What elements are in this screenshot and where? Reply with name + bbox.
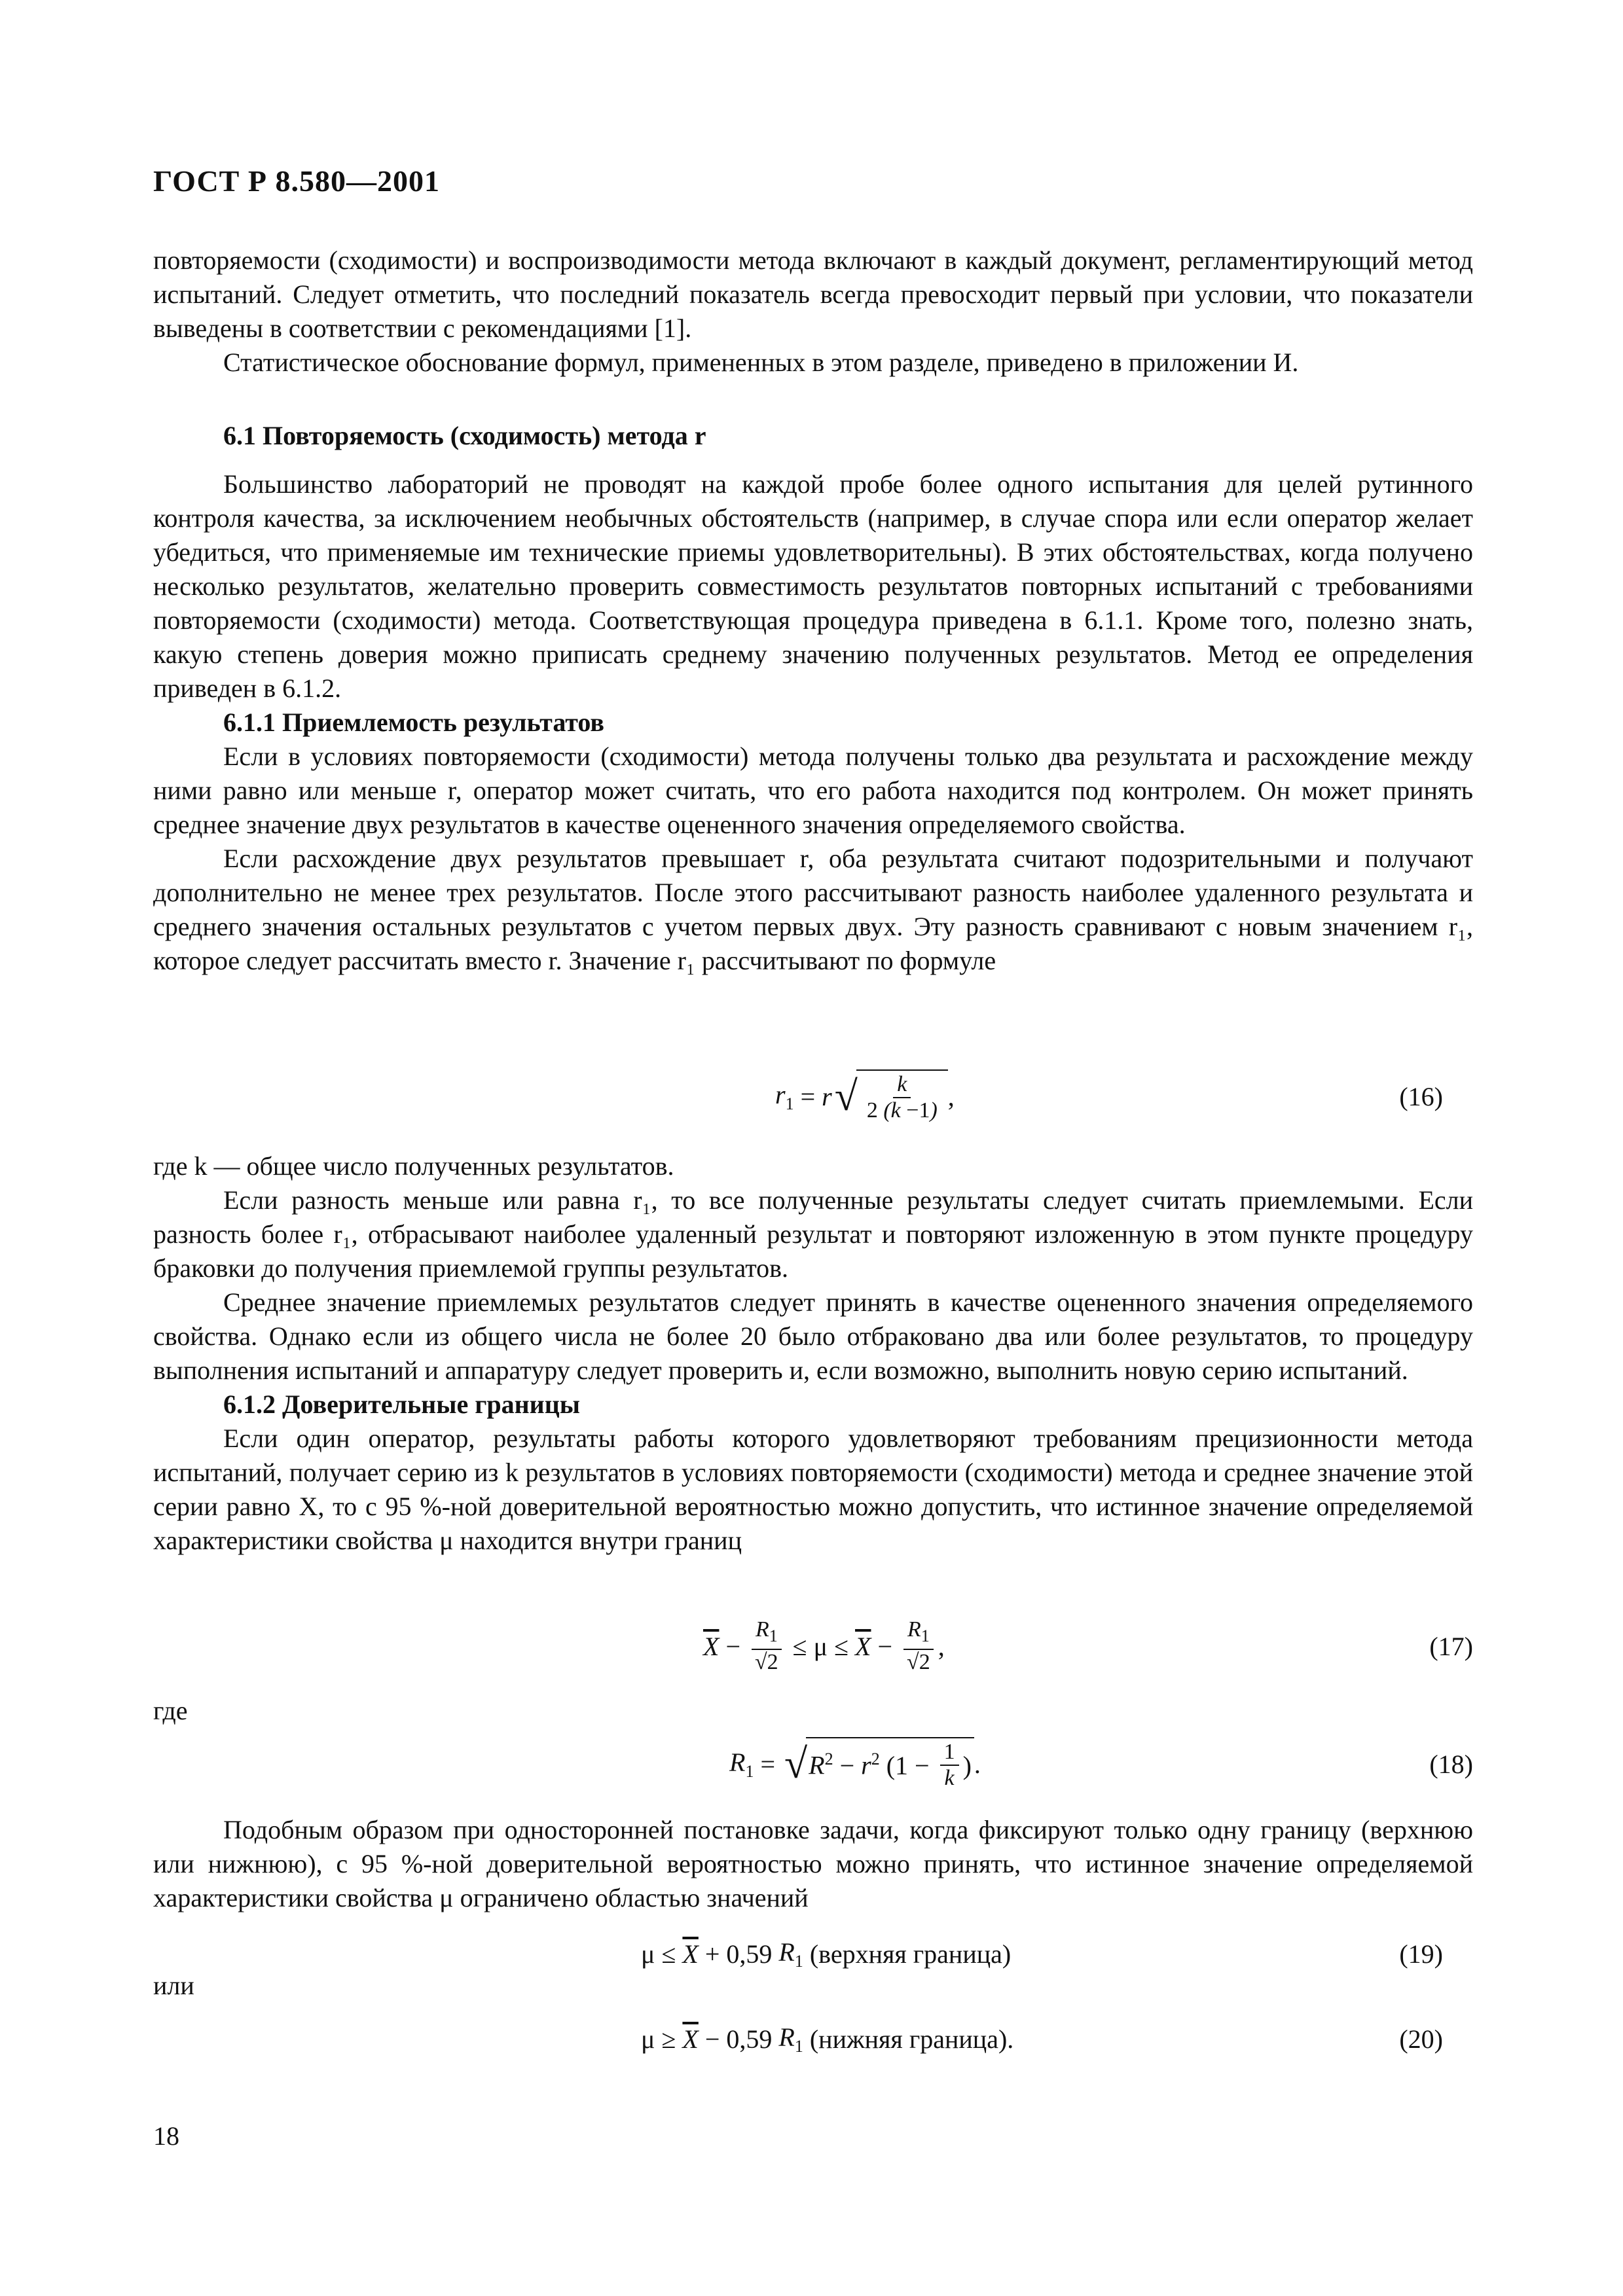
section-6-1-1-paragraph-5: Среднее значение приемлемых результатов следует принять в качестве оцененного значения определяемого свойства. Однако если из общего числа не более 20 было отбраковано два или более результатов, то процедуру выполнения испытаний и аппаратуру следует проверить и, если возможно, выполнить новую серию испытаний. bbox=[153, 1287, 1473, 1385]
equation-16: $r_1$ = r √ $\frac{k}{2 (k -1)}$ , bbox=[775, 1067, 955, 1126]
page-number: 18 bbox=[153, 2121, 179, 2151]
section-6-1-2-paragraph-1: Если один оператор, результаты работы которого удовлетворяют требованиям прецизионности метода испытаний, получает серию из k результатов в условиях повторяемости (сходимости) метода и среднее значение этой серии равно X, то с 95 %-ной доверительной вероятностью можно допустить, что истинное значение определяемой характеристики свойства μ находится внутри границ bbox=[153, 1424, 1473, 1555]
equation-17-row bbox=[153, 1617, 1473, 1676]
equation-19-label: (верхняя граница) bbox=[809, 1939, 1012, 1969]
section-6-1-2-continued bbox=[153, 1813, 1473, 1915]
or-label: или bbox=[153, 1971, 194, 2000]
sqrt-symbol-18: √ $R^2$ − $r^2$ (1 − $\frac{1}{k}$ ) bbox=[784, 1737, 974, 1791]
section-6-1-2-heading: 6.1.2 Доверительные границы bbox=[223, 1390, 580, 1419]
equation-17-number: (17) bbox=[1429, 1631, 1473, 1661]
equation-16-row bbox=[153, 1067, 1473, 1126]
where-label: где bbox=[153, 1696, 188, 1725]
equation-20-row bbox=[153, 2009, 1473, 2068]
intro-paragraph-2: Статистическое обоснование формул, примененных в этом разделе, приведено в приложении И. bbox=[223, 348, 1299, 377]
equation-18: $R_1$ = √ $R^2$ − $r^2$ (1 − $\frac{1}{k}$ ) . bbox=[729, 1734, 981, 1793]
section-6-1-1-heading: 6.1.1 Приемлемость результатов bbox=[223, 708, 605, 737]
equation-20-label: (нижняя граница). bbox=[809, 2024, 1014, 2054]
section-6-1-paragraph: Большинство лабораторий не проводят на каждой пробе более одного испытания для целей рутинного контроля качества, за исключением необычных обстоятельств (например, в случае спора или если оператор желает убедиться, что применяемые им технические приемы удовлетворительны). В этих обстоятельствах, когда получено несколько результатов, желательно проверить совместимость результатов повторных испытаний с требованиями повторяемости (сходимости) метода. Соответствующая процедура приведена в 6.1.1. Кроме того, полезно знать, какую степень доверия можно приписать среднему значению полученных результатов. Метод ее определения приведен в 6.1.2. bbox=[153, 469, 1473, 703]
equation-18-number: (18) bbox=[1429, 1749, 1473, 1779]
sqrt-symbol: √ $\frac{k}{2 (k -1)}$ bbox=[835, 1069, 948, 1123]
section-6-1-1-continued bbox=[153, 1149, 1473, 1558]
equation-16-number: (16) bbox=[1399, 1081, 1443, 1111]
equation-19-number: (19) bbox=[1399, 1939, 1443, 1969]
equation-20: μ ≥ $\overline{X}$ − 0,59 $R_1$ (нижняя граница). bbox=[641, 2022, 1014, 2056]
section-6-1-1-paragraph-3: где k — общее число полученных результатов. bbox=[153, 1151, 674, 1181]
equation-17: $\overline{X}$ − $\frac{R_1}{√2}$ ≤ μ ≤ $\overline{X}$ − $\frac{R_1}{√2}$ , bbox=[703, 1617, 945, 1674]
section-6-1-1-paragraph-2: Если расхождение двух результатов превышает r, оба результата считают подозрительными и получают дополнительно не менее трех результатов. После этого рассчитывают разность наиболее удаленного результата и среднего значения остальных результатов с учетом первых двух. Эту разность сравнивают с новым значением r₁, которое следует рассчитать вместо r. Значение r₁ рассчитывают по формуле bbox=[153, 844, 1473, 975]
equation-19: μ ≤ $\overline{X}$ + 0,59 $R_1$ (верхняя граница) bbox=[641, 1937, 1012, 1971]
intro-block bbox=[153, 243, 1473, 380]
section-6-1-1-paragraph-1: Если в условиях повторяемости (сходимости) метода получены только два результата и расхождение между ними равно или меньше r, оператор может считать, что его работа находится под контролем. Он может принять среднее значение двух результатов в качестве оцененного значения определяемого свойства. bbox=[153, 742, 1473, 839]
equation-20-number: (20) bbox=[1399, 2024, 1443, 2054]
equation-19-row bbox=[153, 1924, 1473, 1983]
section-6-1-1-paragraph-4: Если разность меньше или равна r₁, то все полученные результаты следует считать приемлемыми. Если разность более r₁, отбрасывают наиболее удаленный результат и повторяют изложенную в этом пункте процедуру браковки до получения приемлемой группы результатов. bbox=[153, 1185, 1473, 1283]
section-6-1-heading: 6.1 Повторяемость (сходимость) метода r bbox=[223, 421, 706, 450]
section-6-1-2-paragraph-2: Подобным образом при односторонней постановке задачи, когда фиксируют только одну границу (верхнюю или нижнюю), с 95 %-ной доверительной вероятностью можно принять, что истинное значение определяемой характеристики свойства μ ограничено областью значений bbox=[153, 1815, 1473, 1912]
section-6-1 bbox=[153, 419, 1473, 978]
equation-18-row bbox=[153, 1734, 1473, 1793]
intro-paragraph-1: повторяемости (сходимости) и воспроизводимости метода включают в каждый документ, регламентирующий метод испытаний. Следует отметить, что последний показатель всегда превосходит первый при условии, что показатели выведены в соответствии с рекомендациями [1]. bbox=[153, 245, 1473, 343]
document-header: ГОСТ Р 8.580—2001 bbox=[153, 164, 440, 198]
